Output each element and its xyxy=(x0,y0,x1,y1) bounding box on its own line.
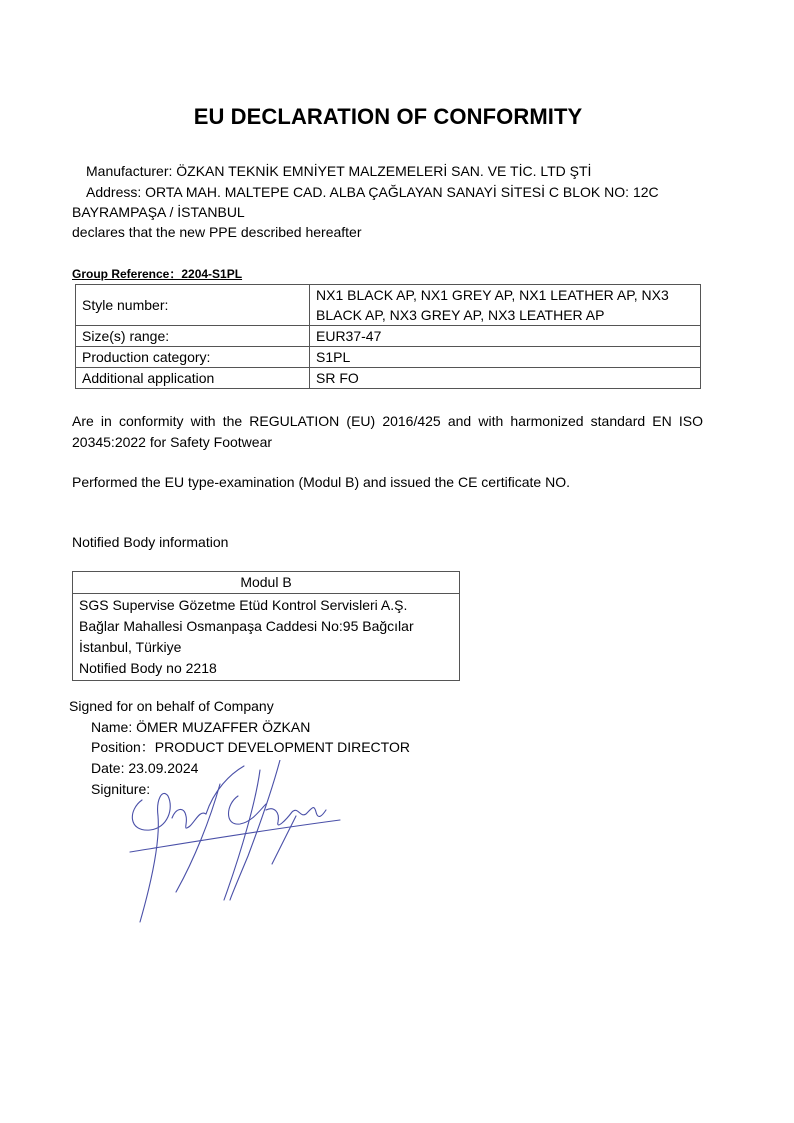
notified-body-line: Notified Body no 2218 xyxy=(79,660,217,676)
handwritten-signature xyxy=(110,760,360,935)
table-row xyxy=(76,347,701,368)
performed-paragraph: Performed the EU type-examination (Modul B) and issued the CE certificate NO. xyxy=(72,474,570,490)
notified-body-heading: Notified Body information xyxy=(72,534,229,550)
spec-value-style xyxy=(310,285,701,326)
spec-value-application: SR FO xyxy=(310,368,701,389)
manufacturer-line: Manufacturer: ÖZKAN TEKNİK EMNİYET MALZEMELERİ SAN. VE TİC. LTD ŞTİ xyxy=(86,163,592,179)
spec-table xyxy=(75,284,701,389)
signature-label: Signiture: xyxy=(91,781,151,797)
table-row xyxy=(73,594,460,681)
signed-date: Date: 23.09.2024 xyxy=(91,760,199,776)
spec-value-category: S1PL xyxy=(310,347,701,368)
signer-position: Position：PRODUCT DEVELOPMENT DIRECTOR xyxy=(91,739,410,755)
notified-body-header: Modul B xyxy=(73,572,460,594)
spec-value-size: EUR37-47 xyxy=(310,326,701,347)
spec-value-line: NX1 BLACK AP, NX1 GREY AP, NX1 LEATHER AP, NX3 xyxy=(316,287,669,303)
table-row xyxy=(76,326,701,347)
signed-heading: Signed for on behalf of Company xyxy=(69,698,274,714)
spec-label-application: Additional application xyxy=(76,368,310,389)
signer-name: Name: ÖMER MUZAFFER ÖZKAN xyxy=(91,719,311,735)
notified-body-line: SGS Supervise Gözetme Etüd Kontrol Servisleri A.Ş. xyxy=(79,597,408,613)
notified-body-line: Bağlar Mahallesi Osmanpaşa Caddesi No:95 Bağcılar xyxy=(79,618,414,634)
spec-value-line: BLACK AP, NX3 GREY AP, NX3 LEATHER AP xyxy=(316,307,605,323)
conformity-paragraph: Are in conformity with the REGULATION (EU) 2016/425 and with harmonized standard EN ISO 20345:2022 for Safety Footwear xyxy=(72,413,703,450)
table-row xyxy=(73,572,460,594)
spec-label-style: Style number: xyxy=(76,285,310,326)
group-reference: Group Reference：2204-S1PL xyxy=(72,267,243,281)
declares-line: declares that the new PPE described hereafter xyxy=(72,224,362,240)
notified-body-line: İstanbul, Türkiye xyxy=(79,639,182,655)
address-line-1: Address: ORTA MAH. MALTEPE CAD. ALBA ÇAĞLAYAN SANAYİ SİTESİ C BLOK NO: 12C xyxy=(86,184,659,200)
document-title: EU DECLARATION OF CONFORMITY xyxy=(193,104,583,129)
notified-body-details xyxy=(73,594,460,681)
notified-body-table xyxy=(72,571,460,681)
address-line-2: BAYRAMPAŞA / İSTANBUL xyxy=(72,204,245,220)
table-row xyxy=(76,285,701,326)
table-row xyxy=(76,368,701,389)
spec-label-category: Production category: xyxy=(76,347,310,368)
spec-label-size: Size(s) range: xyxy=(76,326,310,347)
